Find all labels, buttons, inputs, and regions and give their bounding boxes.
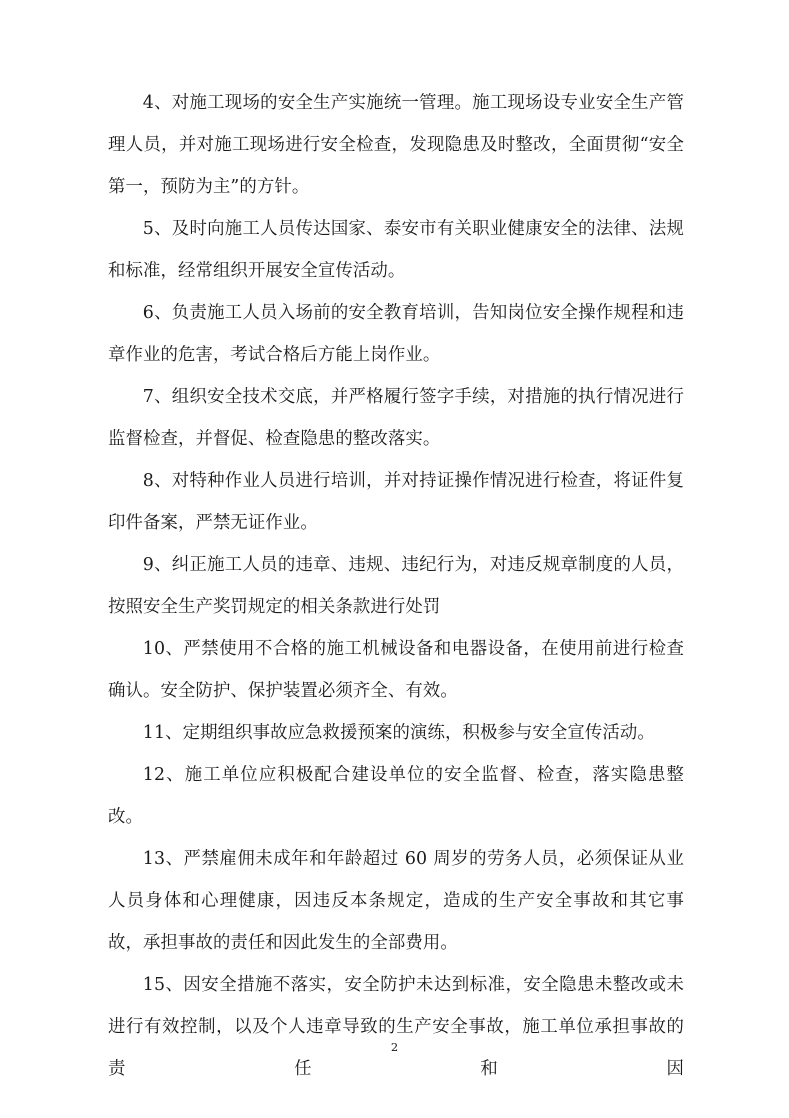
paragraph-item-4: 4、对施工现场的安全生产实施统一管理。施工现场设专业安全生产管理人员，并对施工现场进行安全检查，发现隐患及时整改，全面贯彻“安全第一，预防为主”的方针。	[108, 93, 684, 197]
document-body	[108, 82, 684, 1090]
paragraph-item-6: 6、负责施工人员入场前的安全教育培训，告知岗位安全操作规程和违章作业的危害，考试合格后方能上岗作业。	[108, 303, 684, 365]
page-header	[0, 0, 789, 82]
paragraph-item-15: 15、因安全措施不落实，安全防护未达到标准，安全隐患未整改或未进行有效控制，以及个人违章导致的生产安全事故，施工单位承担事故的责任和因	[108, 975, 684, 1079]
paragraph-item-9: 9、纠正施工人员的违章、违规、违纪行为，对违反规章制度的人员，按照安全生产奖罚规定的相关条款进行处罚	[108, 555, 684, 617]
paragraph-item-10: 10、严禁使用不合格的施工机械设备和电器设备，在使用前进行检查确认。安全防护、保护装置必须齐全、有效。	[108, 639, 684, 701]
paragraph-item-11: 11、定期组织事故应急救援预案的演练，积极参与安全宣传活动。	[142, 723, 655, 743]
paragraph-item-12: 12、施工单位应积极配合建设单位的安全监督、检查，落实隐患整改。	[108, 765, 684, 827]
paragraph-item-5: 5、及时向施工人员传达国家、泰安市有关职业健康安全的法律、法规和标准，经常组织开展安全宣传活动。	[108, 219, 684, 281]
paragraph-item-13: 13、严禁雇佣未成年和年龄超过 60 周岁的劳务人员，必须保证从业人员身体和心理健康，因违反本条规定，造成的生产安全事故和其它事故，承担事故的责任和因此发生的全部费用。	[108, 849, 684, 953]
paragraph-item-8: 8、对特种作业人员进行培训，并对持证操作情况进行检查，将证件复印件备案，严禁无证作业。	[108, 471, 684, 533]
page-number: 2	[390, 1040, 399, 1054]
paragraph-item-7: 7、组织安全技术交底，并严格履行签字手续，对措施的执行情况进行监督检查，并督促、检查隐患的整改落实。	[108, 387, 684, 449]
page-footer	[0, 1036, 789, 1055]
